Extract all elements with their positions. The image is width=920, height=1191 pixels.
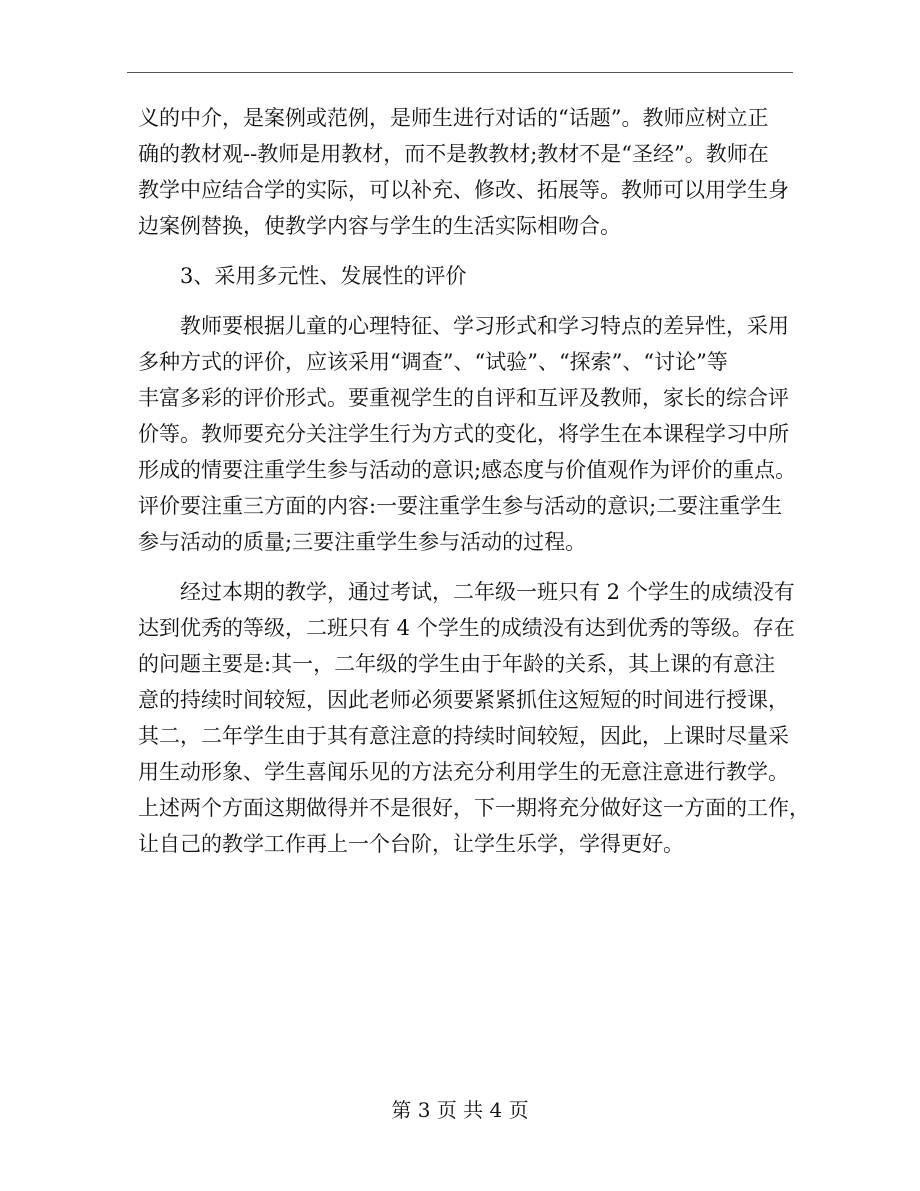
page-body <box>138 100 810 862</box>
text-line: 让自己的教学工作再上一个台阶，让学生乐学，学得更好。 <box>138 832 684 856</box>
paragraph-evaluation <box>138 308 797 560</box>
text-line: 上述两个方面这期做得并不是很好，下一期将充分做好这一方面的工作， <box>138 796 810 820</box>
header-rule <box>127 72 793 73</box>
text-line: 其二，二年学生由于其有意注意的持续时间较短，因此，上课时尽量采 <box>138 724 789 748</box>
text-line: 教学中应结合学的实际，可以补充、修改、拓展等。教师可以用学生身 <box>138 178 789 202</box>
text-line: 经过本期的教学，通过考试，二年级一班只有 2 个学生的成绩没有 <box>180 580 795 604</box>
text-line: 丰富多彩的评价形式。要重视学生的自评和互评及教师，家长的综合评 <box>138 386 789 410</box>
text-line: 确的教材观--教师是用教材，而不是教教材;教材不是“圣经”。教师在 <box>138 142 769 166</box>
text-line: 达到优秀的等级，二班只有 4 个学生的成绩没有达到优秀的等级。存在 <box>138 616 795 640</box>
heading-text: 3、采用多元性、发展性的评价 <box>180 264 467 288</box>
page-number-footer: 第 3 页 共 4 页 <box>391 1098 529 1122</box>
paragraph-teaching-materials <box>138 100 788 244</box>
text-line: 用生动形象、学生喜闻乐见的方法充分利用学生的无意注意进行教学。 <box>138 760 789 784</box>
text-line: 意的持续时间较短，因此老师必须要紧紧抓住这短短的时间进行授课， <box>138 688 789 712</box>
text-line: 义的中介，是案例或范例，是师生进行对话的“话题”。教师应树立正 <box>138 106 769 130</box>
section-heading <box>138 258 788 294</box>
text-line: 教师要根据儿童的心理特征、学习形式和学习特点的差异性，采用 <box>180 314 789 338</box>
paragraph-summary <box>138 574 810 862</box>
text-line: 的问题主要是:其一，二年级的学生由于年龄的关系，其上课的有意注 <box>138 652 776 676</box>
text-line: 价等。教师要充分关注学生行为方式的变化，将学生在本课程学习中所 <box>138 422 789 446</box>
text-line: 边案例替换，使教学内容与学生的生活实际相吻合。 <box>138 214 621 238</box>
text-line: 形成的情要注重学生参与活动的意识;感态度与价值观作为评价的重点。 <box>138 458 797 482</box>
text-line: 评价要注重三方面的内容:一要注重学生参与活动的意识;二要注重学生 <box>138 494 783 518</box>
text-line: 参与活动的质量;三要注重学生参与活动的过程。 <box>138 530 587 554</box>
text-line: 多种方式的评价，应该采用“调查”、“试验”、“探索”、“讨论”等 <box>138 350 728 374</box>
